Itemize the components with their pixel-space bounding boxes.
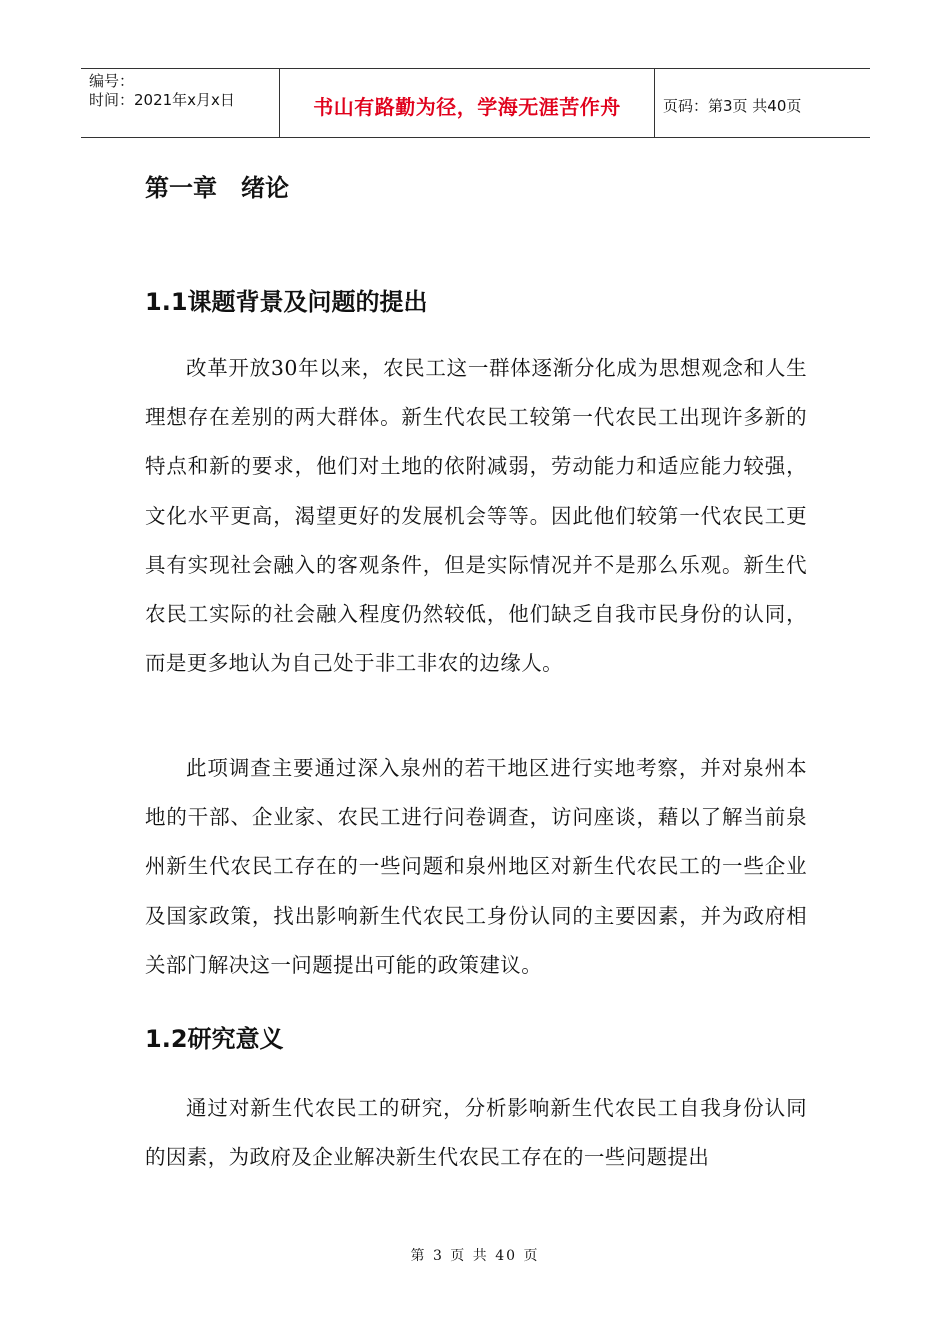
page-header (81, 68, 870, 138)
header-motto-cell (280, 69, 655, 137)
document-number-label: 编号： (89, 72, 135, 90)
paragraph-investigation: 此项调查主要通过深入泉州的若干地区进行实地考察，并对泉州本地的干部、企业家、农民工进行问卷调查，访问座谈，藉以了解当前泉州新生代农民工存在的一些问题和泉州地区对新生代农民工的一些企业及国家政策，找出影响新生代农民工身份认同的主要因素，并为政府相关部门解决这一问题提出可能的政策建议。 (145, 756, 807, 977)
document-date: 时间：2021年x月x日 (89, 91, 235, 109)
header-meta-cell (81, 69, 280, 137)
header-motto: 书山有路勤为径，学海无涯苦作舟 (313, 94, 621, 119)
header-page-info: 页码：第3页 共40页 (663, 96, 802, 115)
section-heading-1-2: 1.2研究意义 (145, 1025, 284, 1053)
page-footer: 第 3 页 共 40 页 (410, 1248, 540, 1264)
chapter-title: 第一章 绪论 (145, 174, 289, 202)
header-page-cell (655, 71, 870, 139)
paragraph-background: 改革开放30年以来，农民工这一群体逐渐分化成为思想观念和人生理想存在差别的两大群体。新生代农民工较第一代农民工出现许多新的特点和新的要求，他们对土地的依附减弱，劳动能力和适应能力较强，文化水平更高，渴望更好的发展机会等等。因此他们较第一代农民工更具有实现社会融入的客观条件，但是实际情况并不是那么乐观。新生代农民工实际的社会融入程度仍然较低，他们缺乏自我市民身份的认同，而是更多地认为自己处于非工非农的边缘人。 (145, 356, 807, 676)
paragraph-significance: 通过对新生代农民工的研究，分析影响新生代农民工自我身份认同的因素，为政府及企业解决新生代农民工存在的一些问题提出 (145, 1096, 807, 1170)
section-heading-1-1: 1.1课题背景及问题的提出 (145, 288, 428, 316)
